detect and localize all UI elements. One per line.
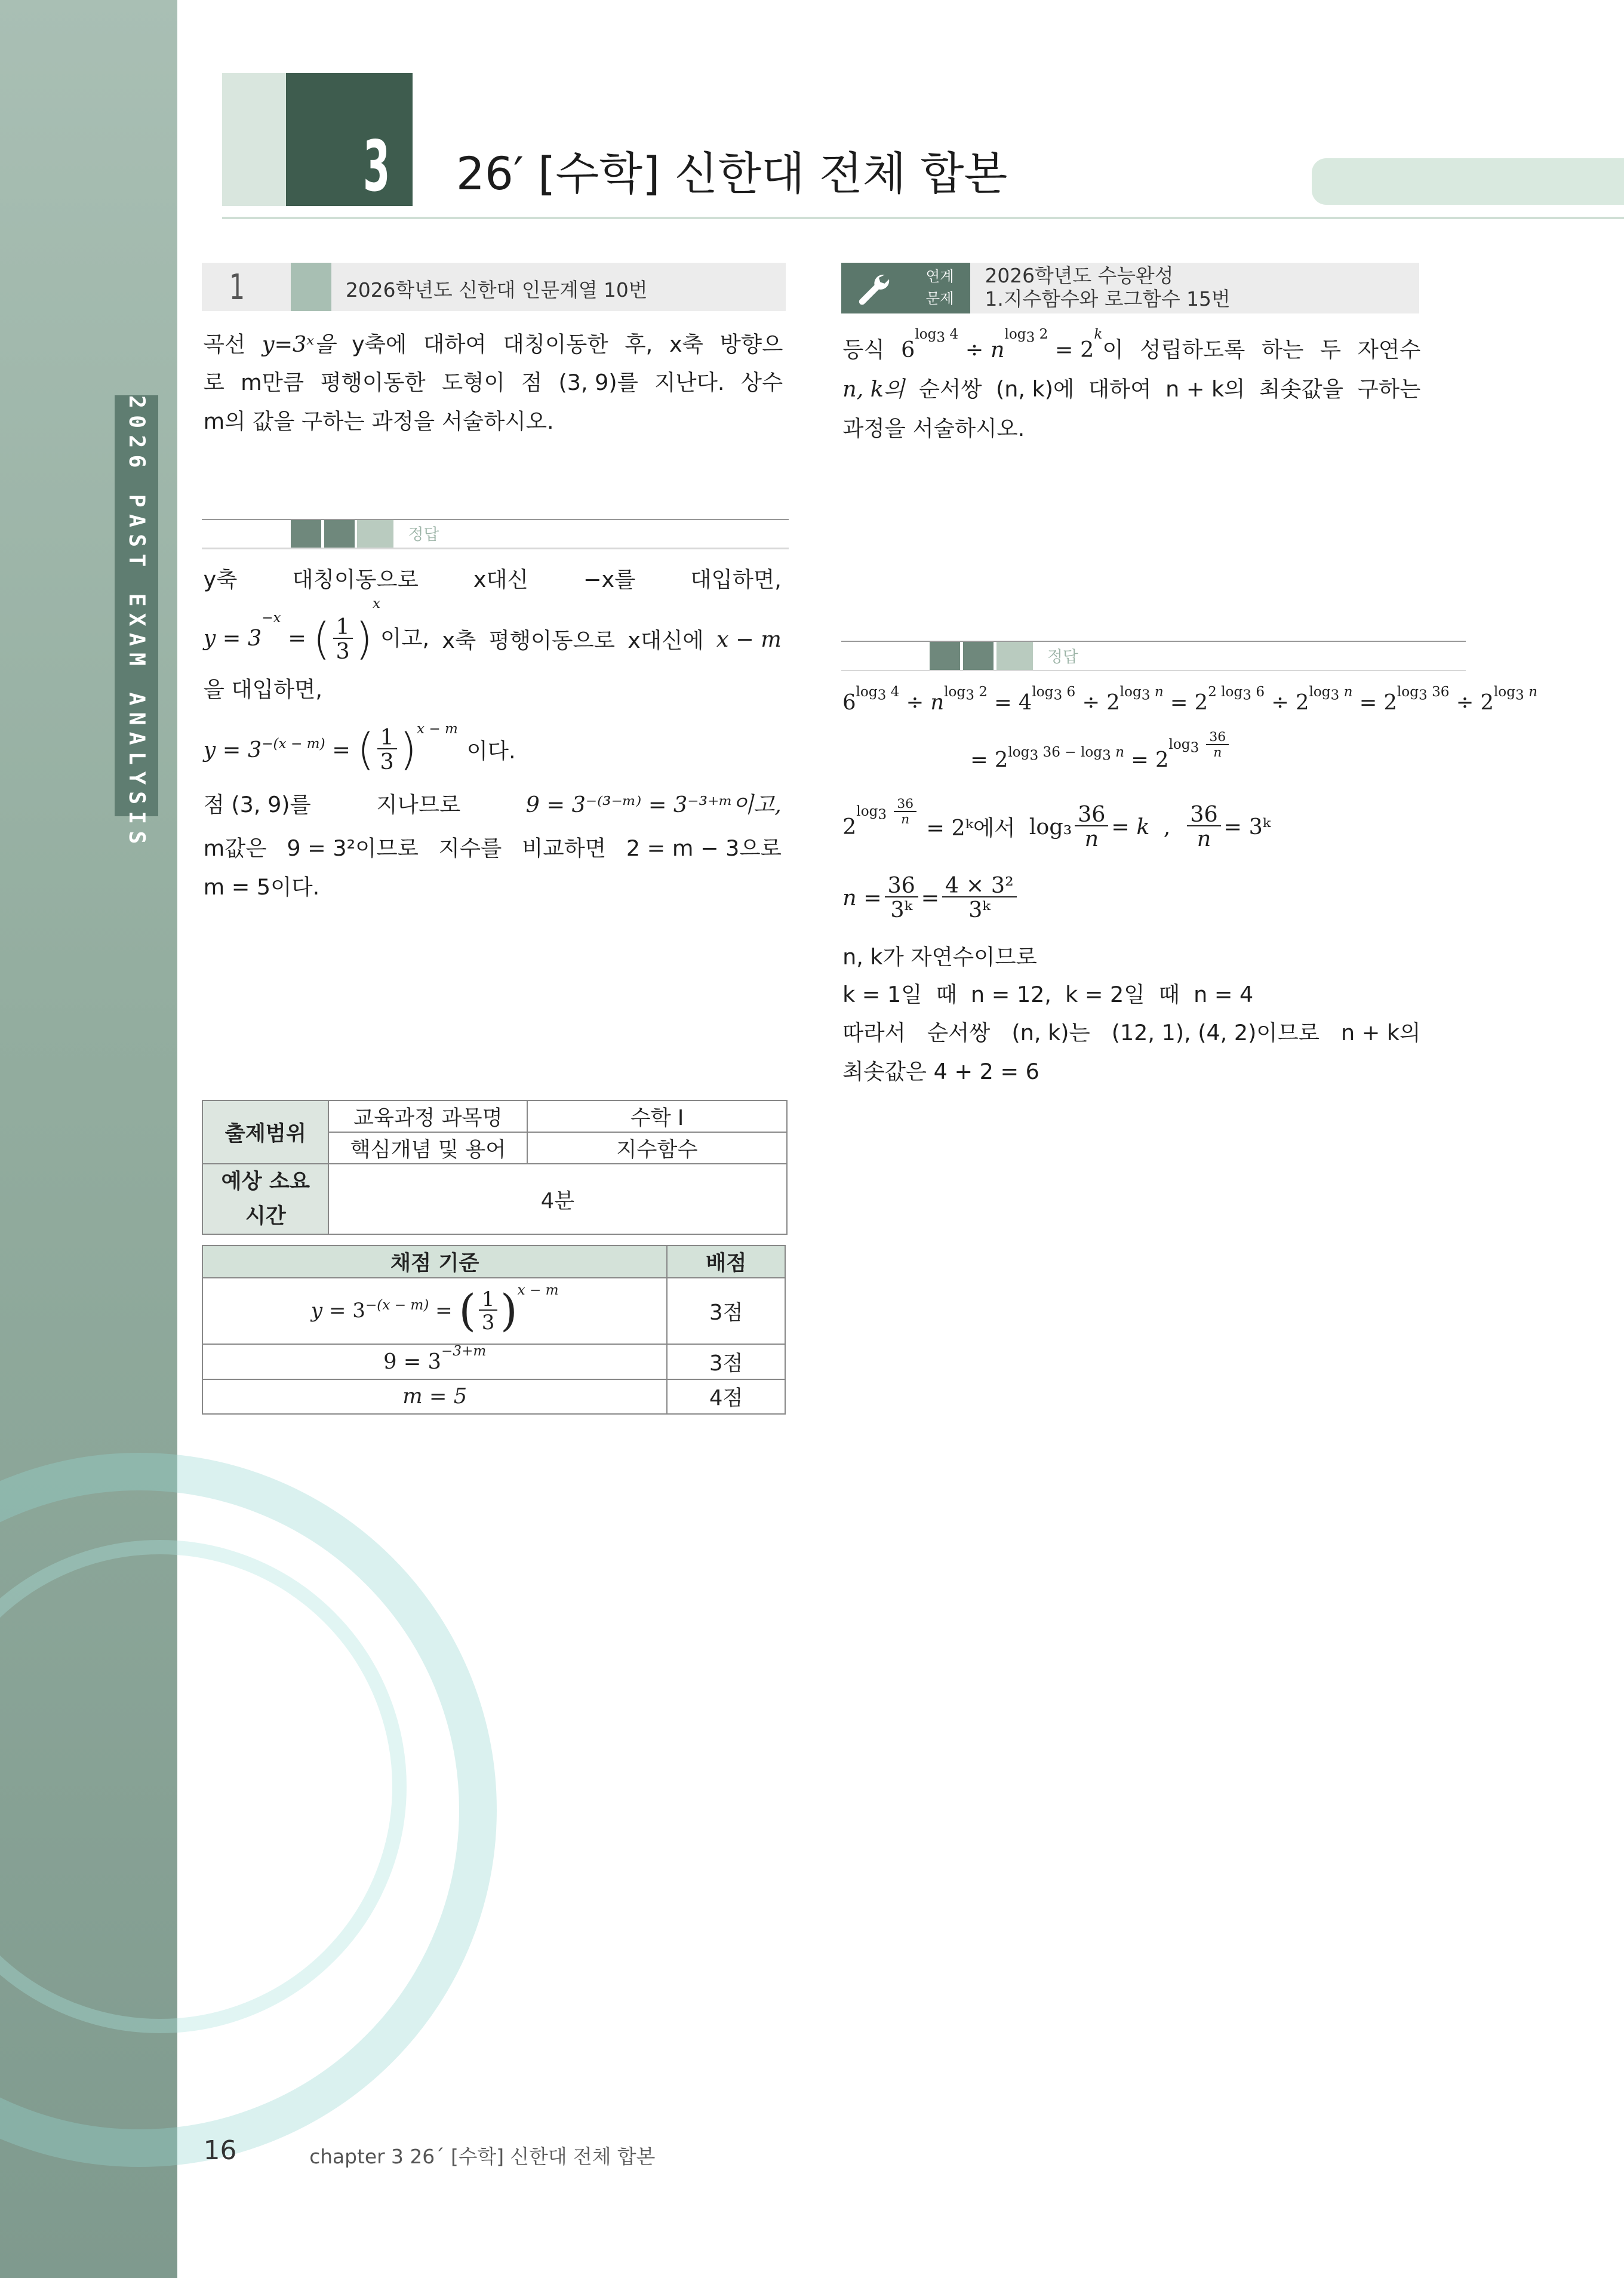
- spine-label: [115, 395, 158, 851]
- problem-statement: [204, 325, 783, 441]
- solution-right-line-8: 최솟값은 4 + 2 = 6: [842, 1059, 1039, 1085]
- course-label: 교육과정 과목명: [328, 1100, 527, 1132]
- answer-label-left: 정답: [408, 525, 439, 545]
- concept-value: 지수함수: [527, 1132, 786, 1164]
- scope-label: 출제범위: [202, 1100, 328, 1164]
- header-accent-dark: [286, 73, 413, 207]
- page-number: 16: [203, 2135, 237, 2166]
- solution-right-eq-3: 2 $^{log_3 \frac{36}{n}}$ = 2ᵏ에서 log₃ $\frac{36}{n}$ = k , $\frac{36}{n}$ = 3ᵏ: [842, 796, 1271, 851]
- solution-left-line-5: 점 (3, 9)를 지나므로 9 = 3⁻⁽³⁻ᵐ⁾ = 3⁻³⁺ᵐ이고,: [203, 791, 782, 817]
- solution-right-line-5: n, k가 자연수이므로: [842, 944, 1037, 970]
- solution-left-line-2: $y = 3^{-x}$ = ( $\frac{1}{3}$ )$^x$이고, x축 평행이동으로 x대신에 x − m: [203, 595, 782, 665]
- link-source-2: 1.지수함수와 로그함수 15번: [985, 287, 1231, 311]
- grading-row-3-criteria: m = 5: [202, 1379, 667, 1414]
- solution-right-eq-2: = 2 $^{log_3 36 - log_3 n}$ = 2 $^{log_3 \frac{36}{n}}$: [970, 735, 1232, 785]
- wrench-icon: [856, 270, 893, 308]
- page-title: 26′ [수학] 신한대 전체 합본: [456, 147, 1008, 201]
- solution-right-eq-4: n = $\frac{36}{\text{3ᵏ}}$ = $\frac{\text{4 × 3²}}{\text{3ᵏ}}$: [842, 866, 1019, 930]
- grading-row-2-points: 3점: [667, 1344, 785, 1379]
- grading-row-2-criteria: $9 = 3^{-3+m}$: [202, 1344, 667, 1379]
- problem-source: 2026학년도 신한대 인문계열 10번: [346, 278, 648, 302]
- grading-table: [202, 1245, 786, 1415]
- header-accent-light: [222, 73, 286, 207]
- solution-left-line-1: y축 대칭이동으로 x대신 −x를 대입하면,: [203, 566, 782, 592]
- spine-text: 2026 PAST EXAM ANALYSIS: [124, 395, 150, 851]
- link-problem-line-3: 과정을 서술하시오.: [842, 415, 1025, 441]
- answer-label-right: 정답: [1047, 647, 1078, 666]
- answer-bar-right: [841, 641, 1466, 670]
- scope-table: [202, 1100, 787, 1235]
- header-pill: [1312, 158, 1624, 205]
- statement-line-1: 곡선 y=3ˣ을 y축에 대하여 대칭이동한 후, x축 방향으: [203, 331, 783, 357]
- solution-right-eq-1: $6^{log_3 4} \div n^{log_3 2} = 4^{log_3 6} \div 2^{log_3 n} = 2^{2 log_3 6} \div 2^{log_3 n} = 2^{log_3 36} \div 2^{log_3 n}$: [842, 684, 1537, 715]
- grading-row-1-points: 3점: [667, 1278, 785, 1345]
- solution-left-line-4: y = 3 $^{-(x - m)}$ = ( $\frac{1}{3}$ ) $^{x - m}$ 이다.: [203, 721, 516, 775]
- time-value: 4분: [328, 1164, 786, 1235]
- problem-bar-square: [291, 263, 331, 311]
- statement-line-2: 로 m만큼 평행이동한 도형이 점 (3, 9)를 지난다. 상수: [203, 370, 783, 396]
- course-value: 수학 I: [527, 1100, 786, 1132]
- solution-left-line-6: m값은 9 = 3²이므로 지수를 비교하면 2 = m − 3으로: [203, 835, 782, 861]
- grading-row-3-points: 4점: [667, 1379, 785, 1414]
- link-label: 연계 문제: [925, 268, 954, 307]
- link-source-1: 2026학년도 수능완성: [985, 264, 1174, 287]
- concept-label: 핵심개념 및 용어: [328, 1132, 527, 1164]
- chapter-number: 3: [363, 126, 390, 208]
- statement-line-3: m의 값을 구하는 과정을 서술하시오.: [203, 408, 554, 434]
- solution-right-line-6: k = 1일 때 n = 12, k = 2일 때 n = 4: [842, 982, 1254, 1008]
- footer-text: chapter 3 26´ [수학] 신한대 전체 합본: [309, 2145, 656, 2169]
- solution-right-line-7: 따라서 순서쌍 (n, k)는 (12, 1), (4, 2)이므로 n + k의: [842, 1019, 1421, 1046]
- criteria-header: 채점 기준: [202, 1246, 667, 1278]
- grading-row-1-criteria: y = 3 $^{-(x - m)}$ = ( $\frac{1}{3}$ ) $^{x - m}$: [202, 1278, 667, 1345]
- solution-left-line-7: m = 5이다.: [203, 874, 320, 900]
- problem-number: 1: [229, 267, 245, 308]
- answer-bar-left: [202, 519, 789, 548]
- time-label: 예상 소요 시간: [202, 1164, 328, 1235]
- link-problem-line-2: n, k의 순서쌍 (n, k)에 대하여 n + k의 최솟값을 구하는: [842, 376, 1421, 402]
- solution-left-line-3: 을 대입하면,: [203, 677, 323, 703]
- link-problem-line-1: 등식 $6^{log_3 4} \div n^{log_3 2} = 2^k$이 성립하도록 하는 두 자연수: [842, 327, 1421, 363]
- header-divider: [222, 217, 1624, 220]
- points-header: 배점: [667, 1246, 785, 1278]
